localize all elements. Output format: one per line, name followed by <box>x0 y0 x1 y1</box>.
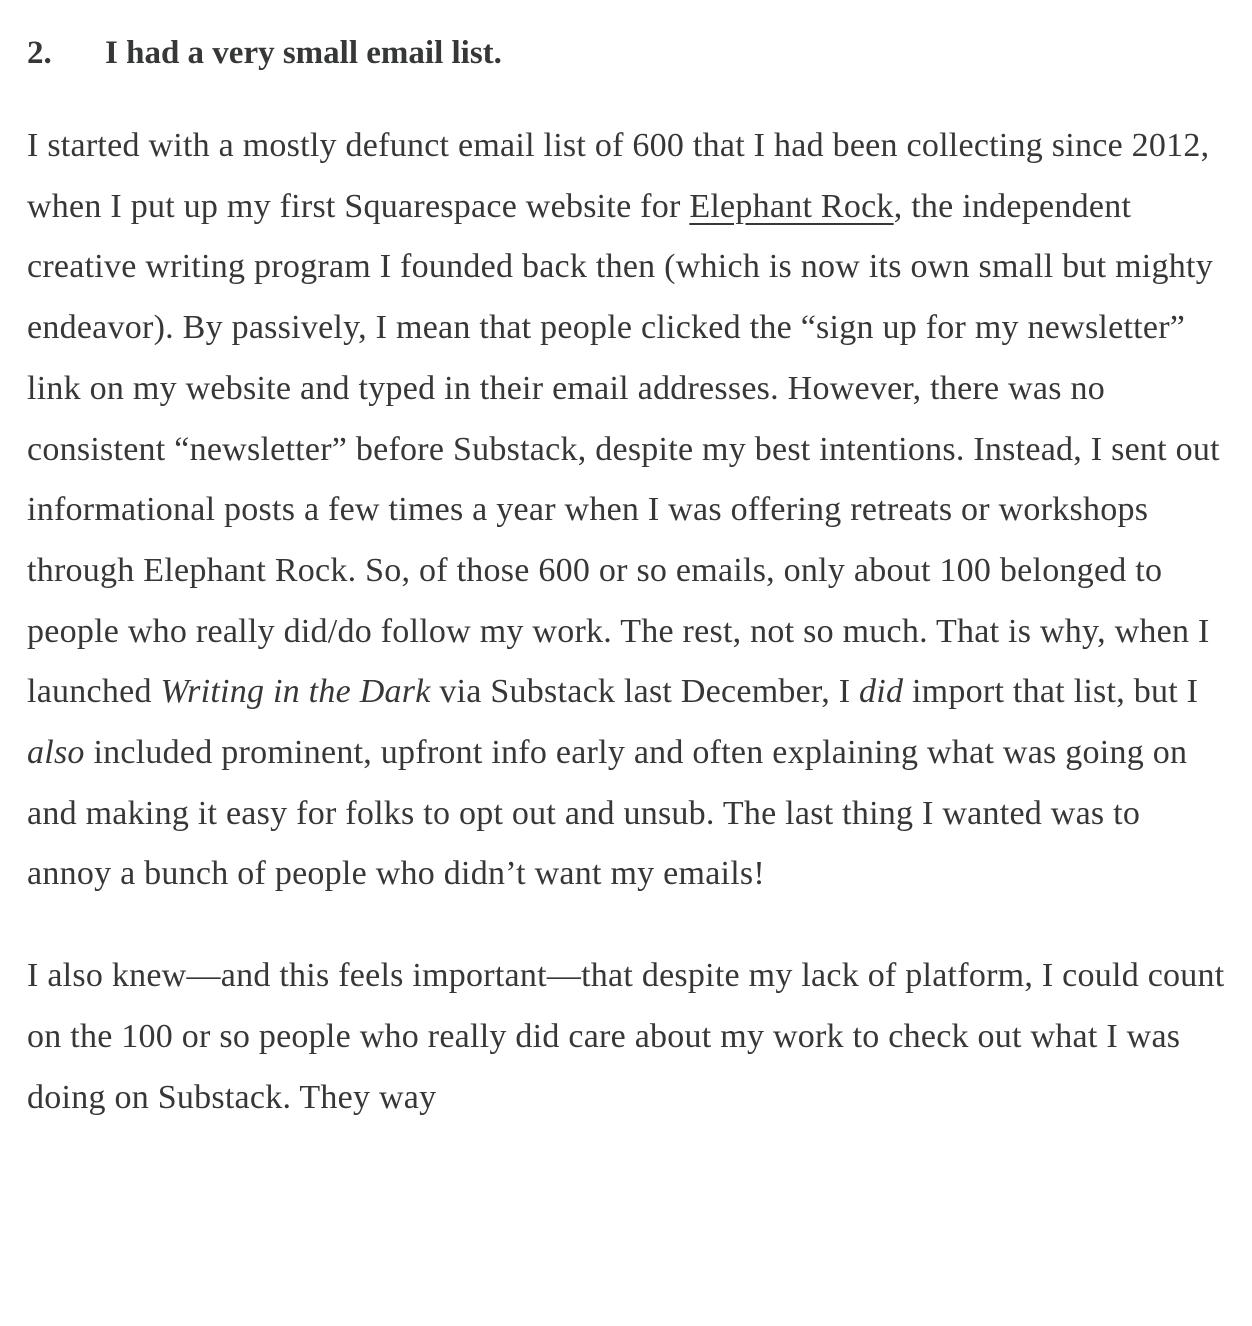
paragraph-knew: I also knew—and this feels important—that despite my lack of platform, I could count on the 100 or so people who really did care about my work to check out what I was doing on Substack. They way <box>27 957 1225 1116</box>
p1-text-2: , the independent creative writing program I founded back then (which is now its own small but mighty endeavor). By passively, I mean that people clicked the “sign up for my newsletter” link on my website and typed in their email addresses. However, there was no consistent “newsletter” before Substack, despite my best intentions. Instead, I sent out informational posts a few times a year when I was offering retreats or workshops through Elephant Rock. So, of those 600 or so emails, only about 100 belonged to people who really did/do follow my work. The rest, not so much. That is why, when I launched <box>27 187 1220 711</box>
publication-title: Writing in the Dark <box>160 673 431 711</box>
heading-text: I had a very small email list. <box>105 35 502 71</box>
list-number: 2. <box>27 35 52 71</box>
p1-text-4: import that list, but I <box>903 673 1199 711</box>
paragraph-email-list <box>27 116 1232 905</box>
emphasis-also: also <box>27 734 85 772</box>
elephant-rock-link[interactable]: Elephant Rock <box>689 187 894 225</box>
emphasis-did: did <box>859 673 904 711</box>
article-body <box>27 0 1232 1128</box>
list-item-heading <box>27 33 1232 73</box>
p1-text-1: I started with a mostly defunct email list of 600 that I had been collecting since 2012, when I put up my first Squarespace website for <box>27 127 1210 225</box>
p1-text-5: included prominent, upfront info early and often explaining what was going on and making it easy for folks to opt out and unsub. The last thing I wanted was to annoy a bunch of people who didn’t want my emails! <box>27 734 1188 893</box>
p1-text-3: via Substack last December, I <box>430 673 860 711</box>
